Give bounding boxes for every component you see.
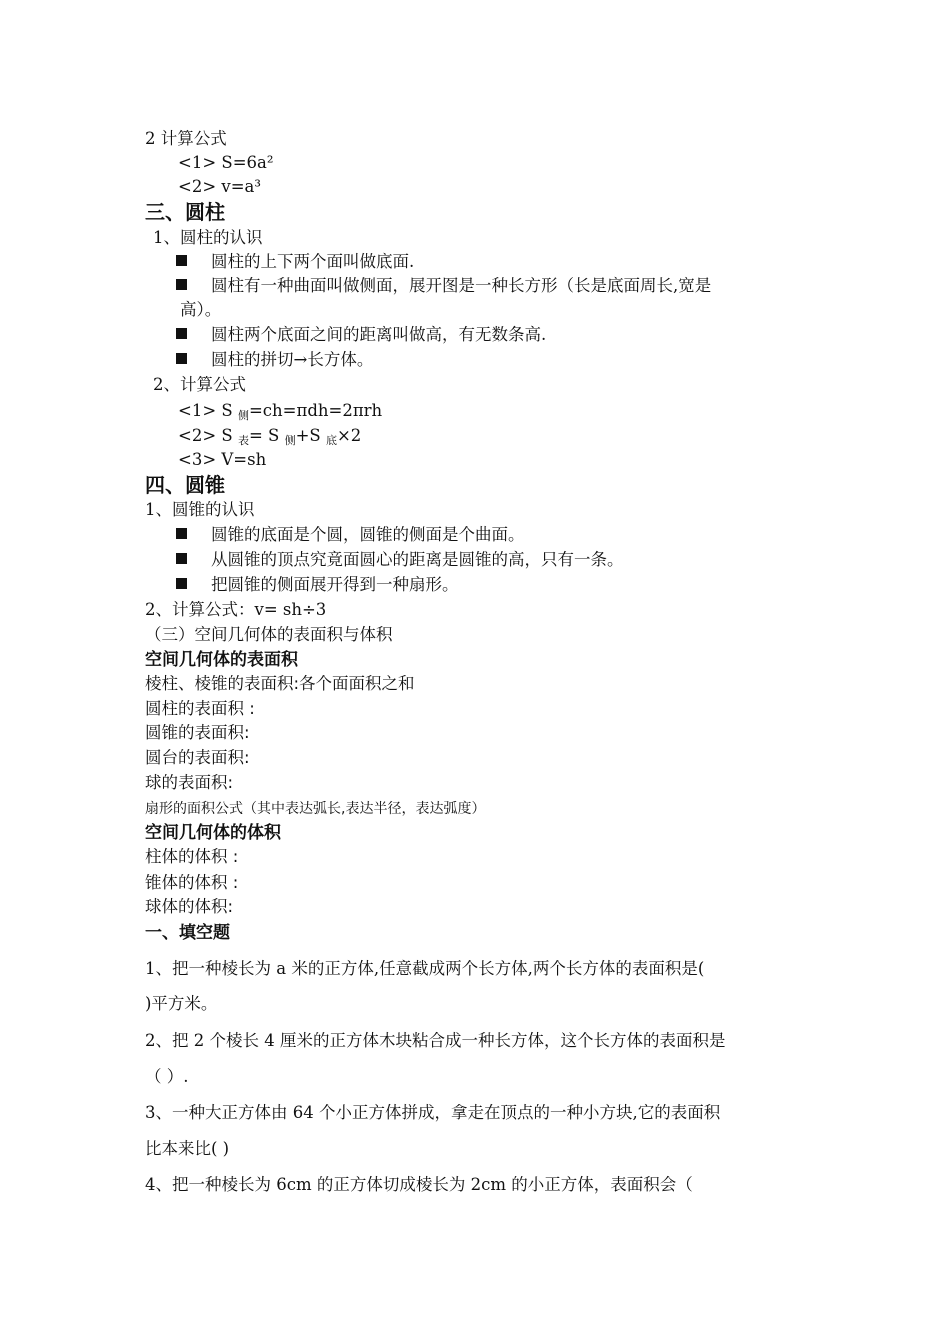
bullet-item: [176, 574, 459, 596]
section-subtitle: 空间几何体的表面积: [145, 650, 298, 670]
subheading: 1、圆锥的认识: [145, 500, 255, 519]
bullet-text: 圆柱的上下两个面叫做底面.: [211, 252, 415, 271]
section-heading: （三）空间几何体的表面积与体积: [145, 625, 393, 644]
formula-line: <1> S=6a²: [178, 153, 274, 172]
formula-line: 2、计算公式：v= sh÷3: [145, 600, 327, 619]
bullet-icon: [176, 578, 187, 589]
bullet-icon: [176, 353, 187, 364]
text-line: 圆台的表面积:: [145, 748, 250, 767]
section-subtitle: 一、填空题: [145, 923, 230, 943]
bullet-item: [176, 549, 624, 571]
formula-line: <2> v=a³: [178, 177, 261, 196]
bullet-item: [176, 251, 414, 273]
formula-part: ×2: [336, 426, 362, 445]
section-heading-cone: 四、圆锥: [145, 473, 225, 497]
question-text: )平方米。: [145, 994, 218, 1013]
section-subtitle: 空间几何体的体积: [145, 823, 281, 843]
text-line: 锥体的体积 :: [145, 873, 239, 892]
question-text: （ ）.: [145, 1067, 189, 1086]
bullet-text: 从圆锥的顶点究竟面圆心的距离是圆锥的高，只有一条。: [211, 550, 624, 569]
bullet-text: 圆柱两个底面之间的距离叫做高，有无数条高.: [211, 325, 547, 344]
text-line: 扇形的面积公式（其中表达弧长,表达半径，表达弧度）: [145, 801, 486, 817]
text-line: 柱体的体积 :: [145, 847, 239, 866]
formula-line: [178, 425, 361, 452]
bullet-item: [176, 524, 525, 546]
formula-subscript: 底: [325, 434, 337, 447]
text-line: 棱柱、棱锥的表面积:各个面面积之和: [145, 674, 415, 693]
bullet-continuation: 高）。: [180, 300, 222, 319]
formula-part: =ch=πdh=2πrh: [248, 401, 383, 420]
formula-part: +S: [295, 426, 326, 445]
bullet-icon: [176, 255, 187, 266]
bullet-text: 圆柱有一种曲面叫做侧面，展开图是一种长方形（长是底面周长,宽是: [211, 276, 712, 295]
question-text: 比本来比( ): [145, 1139, 230, 1158]
bullet-icon: [176, 328, 187, 339]
formula-line: [178, 400, 382, 427]
formula-subscript: 表: [237, 434, 249, 447]
formula-part: <2> S: [178, 426, 238, 445]
subheading: 1、圆柱的认识: [153, 228, 263, 247]
bullet-icon: [176, 528, 187, 539]
bullet-text: 圆柱的拼切→长方体。: [211, 350, 374, 369]
text-line: 球的表面积:: [145, 773, 234, 792]
bullet-item: [176, 349, 373, 371]
formula-subscript: 侧: [237, 409, 249, 422]
bullet-item: [176, 324, 546, 346]
text-line: 球体的体积:: [145, 897, 234, 916]
formula-part: = S: [248, 426, 285, 445]
question-text: 4、把一种棱长为 6cm 的正方体切成棱长为 2cm 的小正方体，表面积会（: [145, 1175, 693, 1194]
question-text: 3、一种大正方体由 64 个小正方体拼成，拿走在顶点的一种小方块,它的表面积: [145, 1103, 721, 1122]
text-line: 圆柱的表面积 :: [145, 699, 255, 718]
question-text: 2、把 2 个棱长 4 厘米的正方体木块粘合成一种长方体，这个长方体的表面积是: [145, 1031, 726, 1050]
formula-subscript: 侧: [284, 434, 296, 447]
bullet-icon: [176, 553, 187, 564]
formula-line: <3> V=sh: [178, 450, 267, 469]
section-heading-cylinder: 三、圆柱: [145, 200, 225, 224]
bullet-item: [176, 275, 711, 297]
formula-part: <1> S: [178, 401, 238, 420]
bullet-text: 把圆锥的侧面展开得到一种扇形。: [211, 575, 459, 594]
bullet-icon: [176, 279, 187, 290]
subheading: 2、计算公式: [153, 375, 246, 394]
question-text: 1、把一种棱长为 a 米的正方体,任意截成两个长方体,两个长方体的表面积是(: [145, 959, 705, 978]
text-line: 圆锥的表面积:: [145, 723, 250, 742]
bullet-text: 圆锥的底面是个圆，圆锥的侧面是个曲面。: [211, 525, 525, 544]
formula-heading: 2 计算公式: [145, 129, 227, 148]
